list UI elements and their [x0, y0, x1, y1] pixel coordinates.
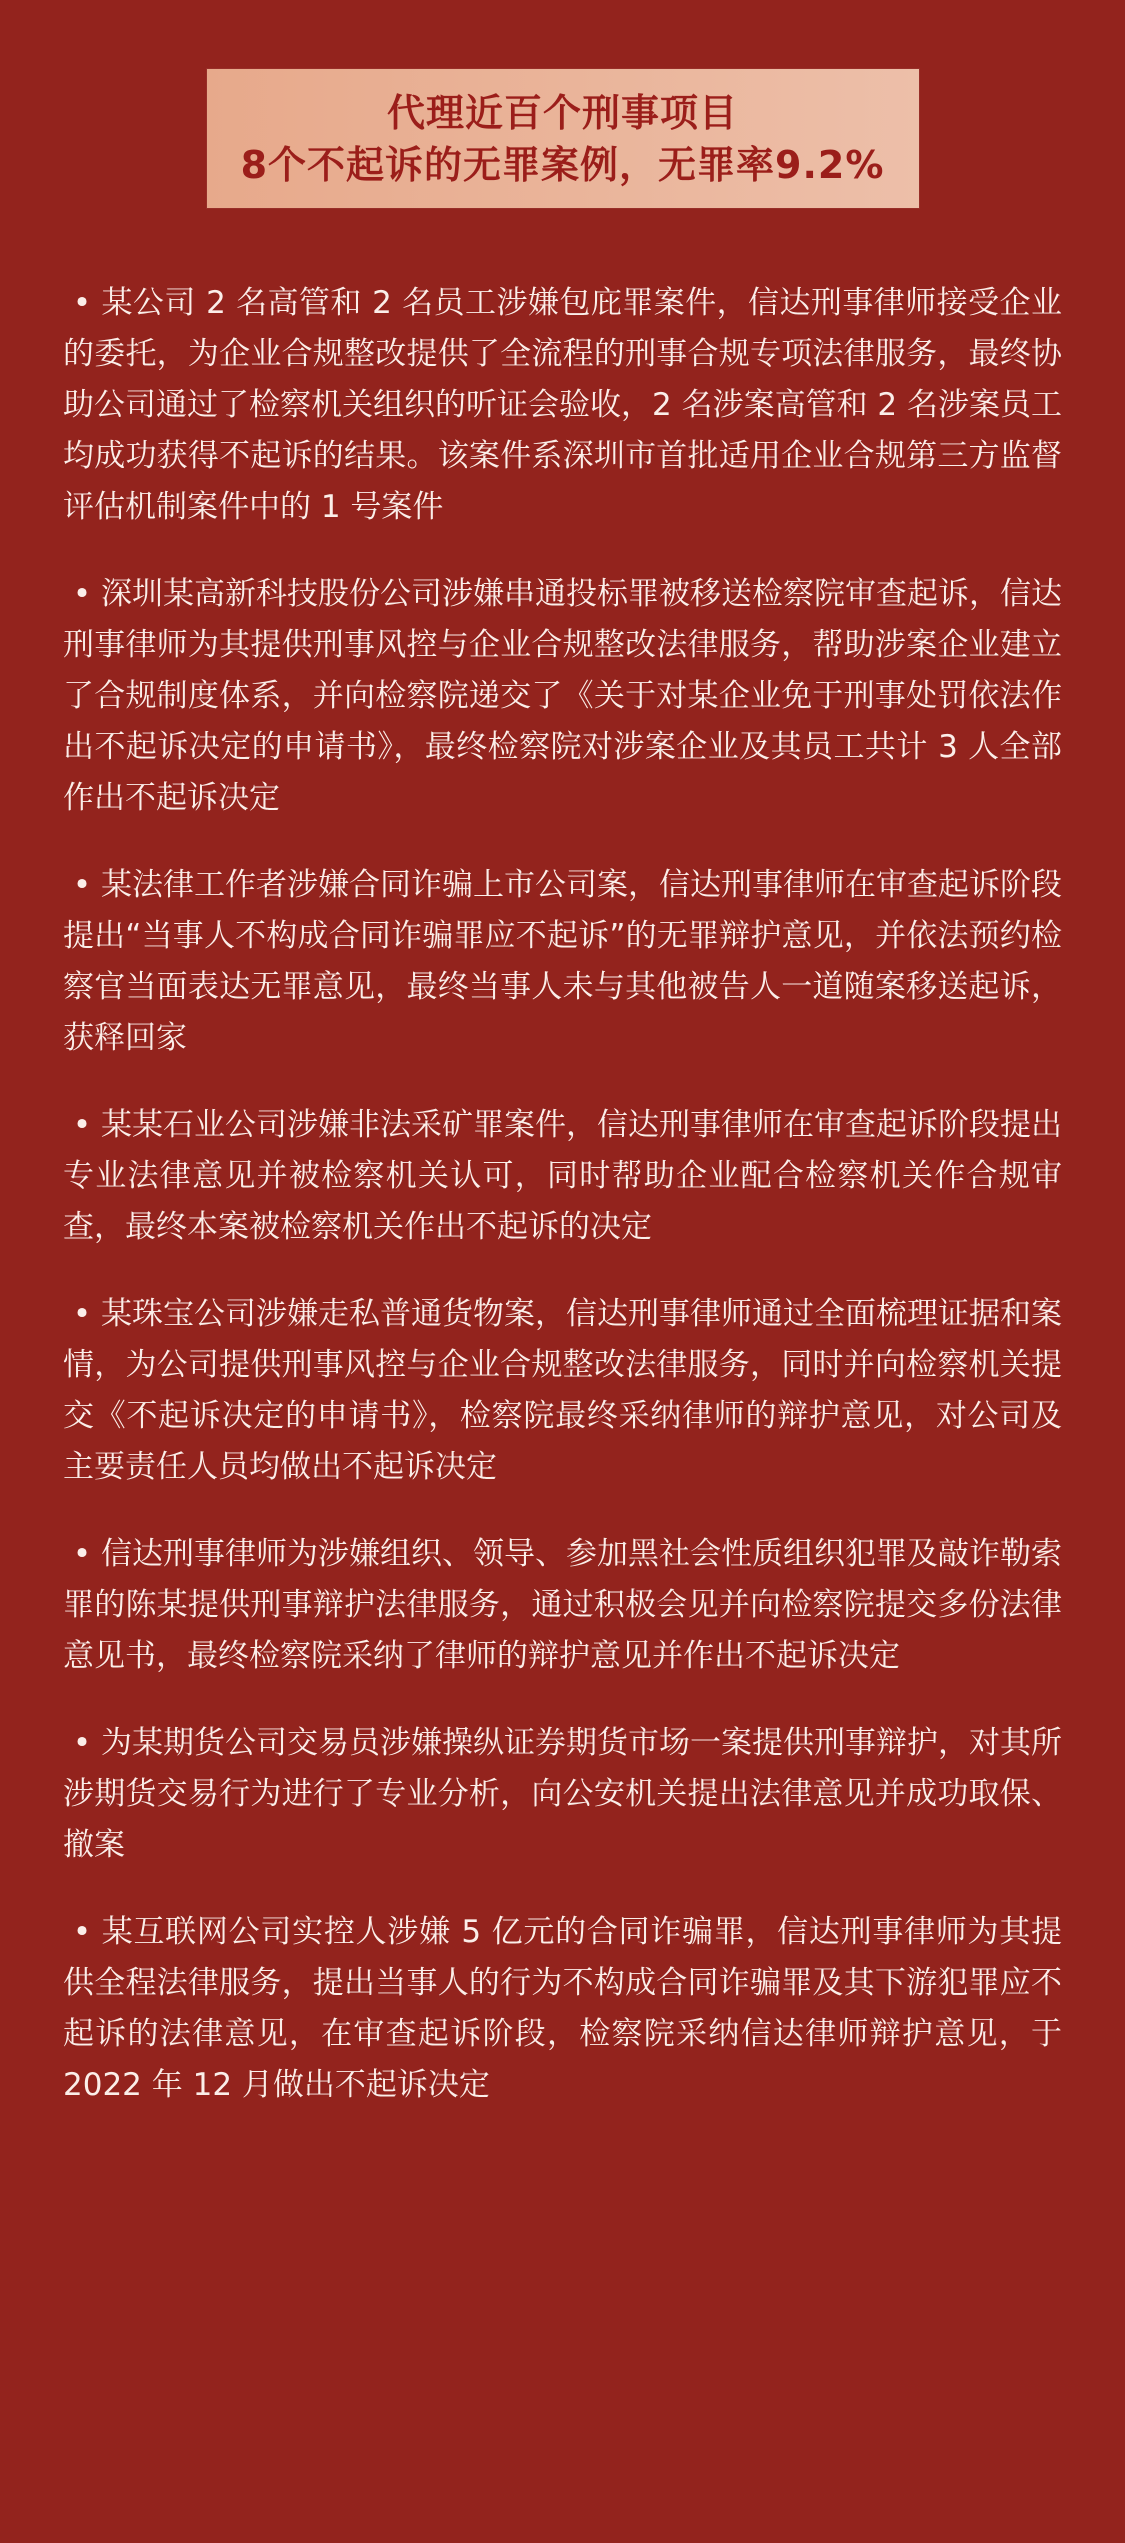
case-text: 某公司 2 名高管和 2 名员工涉嫌包庇罪案件，信达刑事律师接受企业的委托，为企业合规整改提供了全流程的刑事合规专项法律服务，最终协助公司通过了检察机关组织的听证会验收，2 名涉案高管和 2 名涉案员工均成功获得不起诉的结果。该案件系深圳市首批适用企业合规第三方监督评估机制案件中的 1 号案件 — [63, 285, 1063, 525]
title-line-1: 代理近百个刑事项目 — [386, 90, 738, 135]
bullet-icon: • — [72, 1107, 92, 1143]
case-item — [63, 278, 1062, 533]
case-item — [63, 1529, 1062, 1682]
case-item — [63, 1289, 1062, 1493]
bullet-icon: • — [72, 1914, 92, 1950]
bullet-icon: • — [72, 285, 92, 321]
case-item — [63, 1100, 1062, 1253]
case-item — [63, 569, 1062, 824]
case-item — [63, 860, 1062, 1064]
bullet-icon: • — [72, 867, 92, 903]
case-text: 为某期货公司交易员涉嫌操纵证券期货市场一案提供刑事辩护，对其所涉期货交易行为进行了专业分析，向公安机关提出法律意见并成功取保、撤案 — [63, 1725, 1062, 1863]
case-text: 某某石业公司涉嫌非法采矿罪案件，信达刑事律师在审查起诉阶段提出专业法律意见并被检察机关认可，同时帮助企业配合检察机关作合规审查，最终本案被检察机关作出不起诉的决定 — [63, 1107, 1062, 1245]
case-item — [63, 1907, 1062, 2111]
case-text: 深圳某高新科技股份公司涉嫌串通投标罪被移送检察院审查起诉，信达刑事律师为其提供刑事风控与企业合规整改法律服务，帮助涉案企业建立了合规制度体系，并向检察院递交了《关于对某企业免于刑事处罚依法作出不起诉决定的申请书》，最终检察院对涉案企业及其员工共计 3 人全部作出不起诉决定 — [63, 576, 1062, 816]
case-item — [63, 1718, 1062, 1871]
bullet-icon: • — [72, 1725, 92, 1761]
title-banner — [207, 69, 919, 208]
case-text: 某法律工作者涉嫌合同诈骗上市公司案，信达刑事律师在审查起诉阶段提出“当事人不构成合同诈骗罪应不起诉”的无罪辩护意见，并依法预约检察官当面表达无罪意见，最终当事人未与其他被告人一道随案移送起诉，获释回家 — [63, 867, 1062, 1056]
bullet-icon: • — [72, 576, 92, 612]
bullet-icon: • — [72, 1296, 92, 1332]
bullet-icon: • — [72, 1536, 92, 1572]
case-list — [0, 278, 1125, 2111]
case-text: 某珠宝公司涉嫌走私普通货物案，信达刑事律师通过全面梳理证据和案情，为公司提供刑事风控与企业合规整改法律服务，同时并向检察机关提交《不起诉决定的申请书》，检察院最终采纳律师的辩护意见，对公司及主要责任人员均做出不起诉决定 — [63, 1296, 1062, 1485]
case-text: 信达刑事律师为涉嫌组织、领导、参加黑社会性质组织犯罪及敲诈勒索罪的陈某提供刑事辩护法律服务，通过积极会见并向检察院提交多份法律意见书，最终检察院采纳了律师的辩护意见并作出不起诉决定 — [63, 1536, 1062, 1674]
case-text: 某互联网公司实控人涉嫌 5 亿元的合同诈骗罪，信达刑事律师为其提供全程法律服务，提出当事人的行为不构成合同诈骗罪及其下游犯罪应不起诉的法律意见，在审查起诉阶段，检察院采纳信达律师辩护意见，于 2022 年 12 月做出不起诉决定 — [63, 1914, 1062, 2103]
title-line-2: 8个不起诉的无罪案例，无罪率9.2% — [240, 142, 885, 187]
